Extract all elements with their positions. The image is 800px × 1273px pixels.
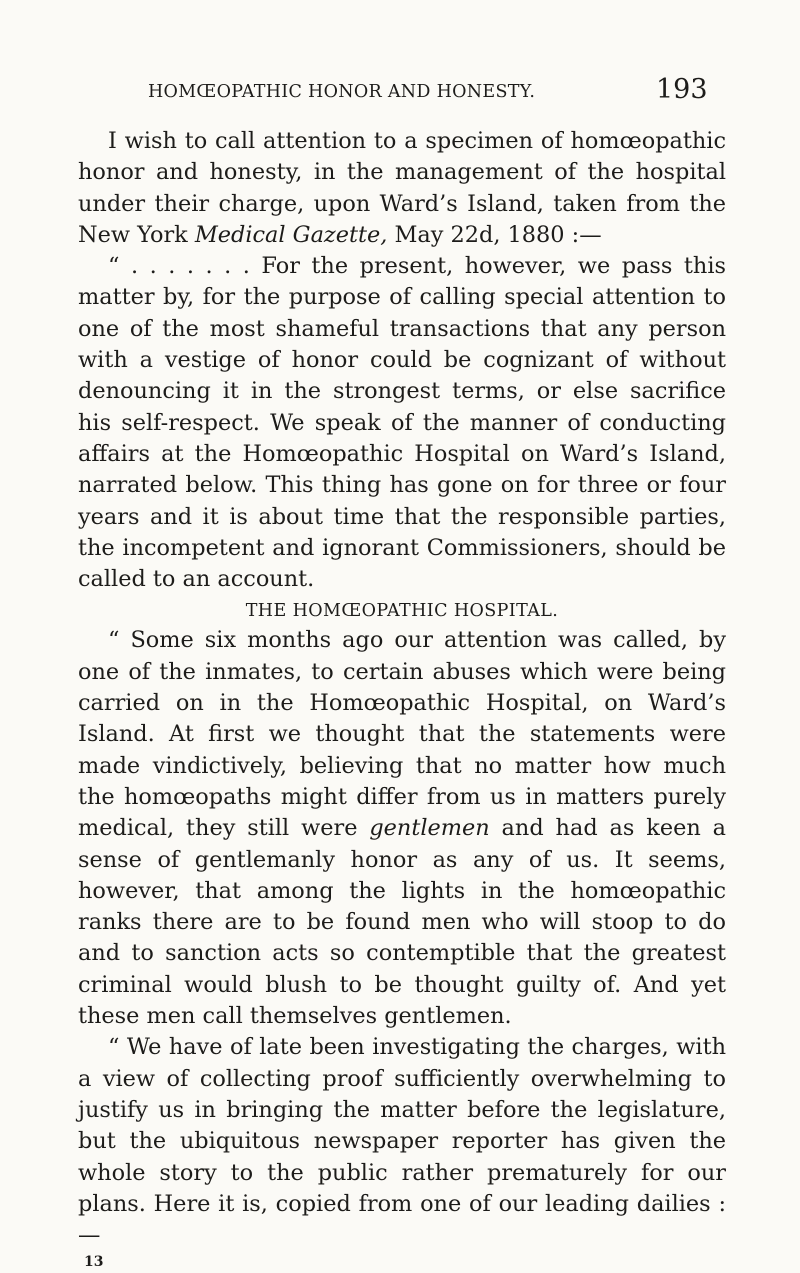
section-heading: THE HOMŒOPATHIC HOSPITAL. <box>245 601 559 622</box>
paragraph-intro-italic: Medical Gazette, <box>194 221 388 248</box>
paragraph-quote-hospital-rest: and had as keen a sense of gentlemanly honor as any of us. It seems, however, that among the lights in the homœopathic ranks there are to be found men who will stoop to do and to sanction acts so contemptible that the greatest criminal would blush to be thought guilty of. And yet these men call themselves gentlemen. <box>78 815 726 1030</box>
paragraph-intro-text: I wish to call attention to a specimen of homœopathic honor and honesty, in the management of the hospital under their charge, upon Ward’s Island, taken from the New York <box>78 128 726 248</box>
paragraph-quote-hospital-text: “ Some six months ago our attention was called, by one of the inmates, to certain abuses which were being carried on in the Homœopathic Hospital, on Ward’s Island. At first we thought that the statements were made vindictively, believing that no matter how much the homœopaths might differ from us in matters purely medical, they still were <box>78 627 726 842</box>
paragraph-intro-date: May 22d, 1880 :— <box>387 221 602 248</box>
paragraph-quote-opening: “ . . . . . . . For the present, however, we pass this matter by, for the purpose of calling special attention to one of the most shameful transactions that any person with a vestige of honor could be cognizant of without denouncing it in the strongest terms, or else sacrifice his self-respect. We speak of the manner of conducting affairs at the Homœopathic Hospital on Ward’s Island, narrated below. This thing has gone on for three or four years and it is about time that the responsible parties, the incompetent and ignorant Commissioners, should be called to an account. <box>78 253 726 593</box>
page-body <box>78 126 726 1273</box>
page-number: 193 <box>656 74 708 105</box>
paragraph-quote-hospital-italic: gentlemen <box>369 815 490 842</box>
page-header <box>0 74 800 114</box>
signature-mark: 13 <box>84 1254 104 1271</box>
running-title: HOMŒOPATHIC HONOR AND HONESTY. <box>148 82 536 102</box>
paragraph-intro <box>78 126 726 251</box>
paragraph-quote-hospital <box>78 625 726 1032</box>
paragraph-quote-investigation: “ We have of late been investigating the charges, with a view of collecting proof sufficiently overwhelming to justify us in bringing the matter before the legislature, but the ubiquitous newspaper reporter has given the whole story to the public rather prematurely for our plans. Here it is, copied from one of our leading dailies :— <box>78 1034 726 1249</box>
